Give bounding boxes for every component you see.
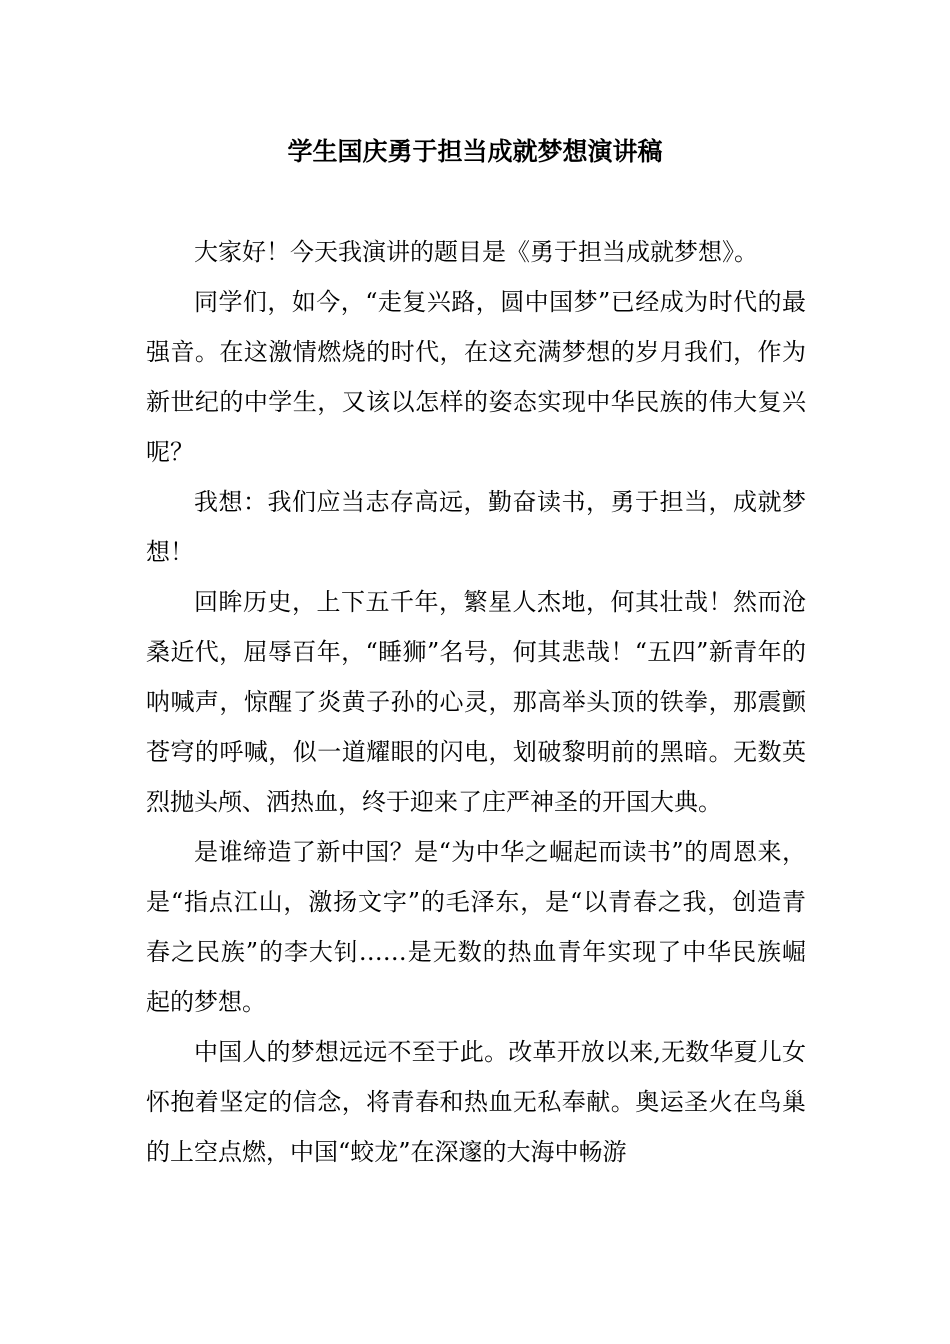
paragraph-reform: 中国人的梦想远远不至于此。改革开放以来,无数华夏儿女怀抱着坚定的信念，将青春和热血无私奉献。奥运圣火在鸟巢的上空点燃，中国“蛟龙”在深邃的大海中畅游 <box>146 1038 806 1166</box>
paragraph-founders: 是谁缔造了新中国？是“为中华之崛起而读书”的周恩来，是“指点江山，激扬文字”的毛泽东，是“以青春之我，创造青春之民族”的李大钊……是无数的热血青年实现了中华民族崛起的梦想。 <box>146 838 806 1016</box>
paragraph-history: 回眸历史，上下五千年，繁星人杰地，何其壮哉！然而沧桑近代，屈辱百年，“睡狮”名号，何其悲哉！“五四”新青年的呐喊声，惊醒了炎黄子孙的心灵，那高举头顶的铁拳，那震颤苍穹的呼喊，似一道耀眼的闪电，划破黎明前的黑暗。无数英烈抛头颅、洒热血，终于迎来了庄严神圣的开国大典。 <box>146 588 806 816</box>
paragraph-thesis: 我想：我们应当志存高远，勤奋读书，勇于担当，成就梦想！ <box>146 488 806 566</box>
document-title: 学生国庆勇于担当成就梦想演讲稿 <box>287 137 663 166</box>
paragraph-greeting: 大家好！今天我演讲的题目是《勇于担当成就梦想》。 <box>194 238 758 266</box>
paragraph-intro: 同学们，如今，“走复兴路，圆中国梦”已经成为时代的最强音。在这激情燃烧的时代，在这充满梦想的岁月我们，作为新世纪的中学生，又该以怎样的姿态实现中华民族的伟大复兴呢？ <box>146 288 806 466</box>
document-body <box>146 227 806 1177</box>
